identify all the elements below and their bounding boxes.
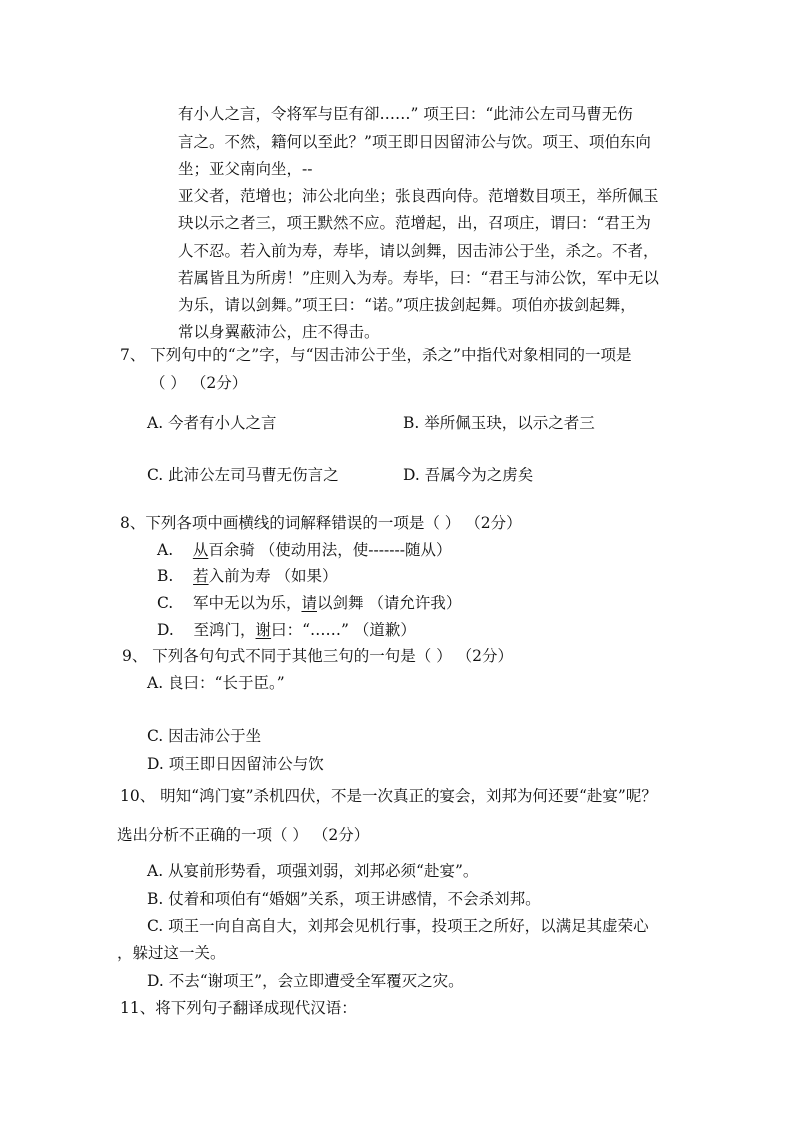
- underlined-word: 请: [301, 594, 317, 612]
- question-8-option-c: [157, 592, 461, 614]
- question-7-blank: （ ） （2分）: [150, 374, 248, 392]
- question-8-stem: 8、下列各项中画横线的词解释错误的一项是（ ） （2分）: [120, 514, 522, 532]
- passage-line: 坐；亚父南向坐，--: [178, 160, 313, 178]
- question-8-option-d: [157, 619, 416, 641]
- question-11-stem: 11、将下列句子翻译成现代汉语：: [120, 999, 357, 1017]
- option-text: 至鸿门，: [193, 621, 256, 639]
- option-text: 以剑舞 （请允许我）: [316, 594, 462, 612]
- option-text: 曰：“……” （道歉）: [271, 621, 416, 639]
- passage-line: 人不忍。若入前为寿，寿毕，请以剑舞，因击沛公于坐，杀之。不者，: [178, 242, 659, 260]
- passage-line: 有小人之言，令将军与臣有卻……” 项王曰：“此沛公左司马曹无伤: [178, 105, 633, 123]
- passage-line: 亚父者，范增也；沛公北向坐；张良西向侍。范增数目项王，举所佩玉: [178, 187, 659, 205]
- question-7-stem: 7、 下列句中的“之”字，与“因击沛公于坐，杀之”中指代对象相同的一项是: [120, 346, 632, 364]
- question-9-option-c: C. 因击沛公于坐: [147, 727, 262, 745]
- question-9-option-a: A. 良曰：“长于臣。”: [147, 674, 285, 692]
- passage-line: 若属皆且为所虏！”庄则入为寿。寿毕，曰：“君王与沛公饮，军中无以: [178, 269, 659, 287]
- question-10-option-b: B. 仗着和项伯有“婚姻”关系，项王讲感情，不会杀刘邦。: [147, 890, 541, 908]
- underlined-word: 若: [193, 567, 209, 585]
- question-10-option-c-continued: ，躲过这一关。: [117, 944, 226, 962]
- question-7-option-d: D. 吾属今为之虏矣: [403, 466, 534, 484]
- question-7-option-c: C. 此沛公左司马曹无伤言之: [147, 466, 339, 484]
- option-label: C.: [157, 594, 174, 612]
- underlined-word: 谢: [255, 621, 272, 639]
- option-label: D.: [157, 621, 174, 639]
- question-10-option-d: D. 不去“谢项王”，会立即遭受全军覆灭之灾。: [147, 972, 464, 990]
- passage-line: 为乐，请以剑舞。”项王曰：“诺。”项庄拔剑起舞。项伯亦拔剑起舞，: [178, 296, 636, 314]
- option-text: 百余骑 （使动用法，使-------随从）: [208, 541, 452, 559]
- option-text: 入前为寿 （如果）: [208, 567, 338, 585]
- question-10-option-c: C. 项王一向自高自大，刘邦会见机行事，投项王之所好，以满足其虚荣心: [147, 917, 649, 935]
- question-10-stem-continued: 选出分析不正确的一项（ ） （2分）: [117, 826, 370, 844]
- question-10-option-a: A. 从宴前形势看，项强刘弱，刘邦必须“赴宴”。: [147, 862, 479, 880]
- underlined-word: 从: [192, 541, 209, 559]
- option-text: 军中无以为乐，: [192, 594, 302, 612]
- question-8-option-a: [157, 539, 451, 561]
- passage-line: 常以身翼蔽沛公，庄不得击。: [178, 323, 380, 341]
- passage-line: 玦以示之者三，项王默然不应。范增起，出，召项庄，谓曰：“君王为: [178, 214, 651, 232]
- option-label: B.: [157, 567, 174, 585]
- passage-line: 言之。不然，籍何以至此？”项王即日因留沛公与饮。项王、项伯东向: [178, 133, 651, 151]
- question-7-option-a: A. 今者有小人之言: [147, 414, 277, 432]
- question-9-option-d: D. 项王即日因留沛公与饮: [147, 755, 324, 773]
- question-8-option-b: [157, 565, 338, 587]
- option-label: A.: [157, 541, 174, 559]
- question-9-stem: 9、 下列各句句式不同于其他三句的一句是（ ） （2分）: [122, 647, 514, 665]
- question-7-option-b: B. 举所佩玉玦，以示之者三: [403, 414, 595, 432]
- question-10-stem: 10、 明知“鸿门宴”杀机四伏，不是一次真正的宴会，刘邦为何还要“赴宴”呢？: [120, 787, 657, 805]
